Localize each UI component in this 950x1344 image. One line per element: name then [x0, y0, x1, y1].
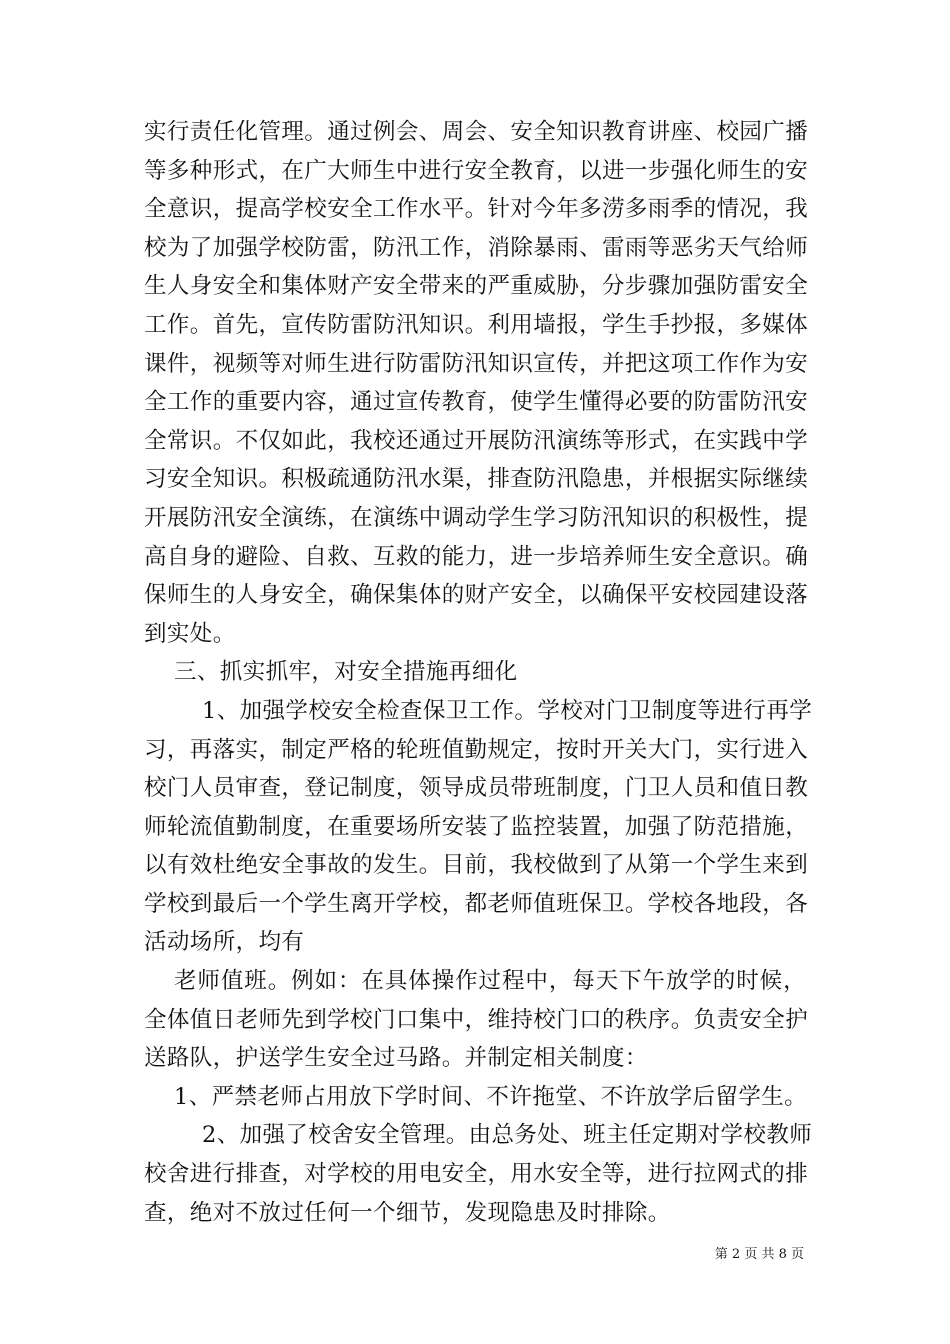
text-line: 学校到最后一个学生离开学校，都老师值班保卫。学校各地段，各 — [144, 890, 809, 917]
text-line: 校门人员审查，登记制度，领导成员带班制度，门卫人员和值日教 — [144, 775, 809, 802]
text-line: 校舍进行排查，对学校的用电安全，用水安全等，进行拉网式的排 — [144, 1161, 809, 1188]
text-line: 工作。首先，宣传防雷防汛知识。利用墙报，学生手抄报，多媒体 — [144, 311, 809, 338]
text-line: 活动场所，均有 — [144, 929, 305, 956]
text-line: 校为了加强学校防雷，防汛工作，消除暴雨、雷雨等恶劣天气给师 — [144, 234, 809, 261]
text-line: 全意识，提高学校安全工作水平。针对今年多涝多雨季的情况，我 — [144, 196, 809, 223]
text-line: 师轮流值勤制度，在重要场所安装了监控装置，加强了防范措施， — [144, 813, 809, 840]
text-line: 1、加强学校安全检查保卫工作。学校对门卫制度等进行再学 — [202, 697, 813, 724]
text-line: 习，再落实，制定严格的轮班值勤规定，按时开关大门，实行进入 — [144, 736, 809, 763]
text-line: 保师生的人身安全，确保集体的财产安全，以确保平安校园建设落 — [144, 582, 809, 609]
text-line: 以有效杜绝安全事故的发生。目前，我校做到了从第一个学生来到 — [144, 852, 809, 879]
text-line: 2、加强了校舍安全管理。由总务处、班主任定期对学校教师 — [202, 1122, 813, 1149]
text-line: 全常识。不仅如此，我校还通过开展防汛演练等形式，在实践中学 — [144, 427, 809, 454]
text-line: 实行责任化管理。通过例会、周会、安全知识教育讲座、校园广播 — [144, 119, 809, 145]
text-line: 生人身安全和集体财产安全带来的严重威胁，分步骤加强防雷安全 — [144, 273, 809, 300]
text-line: 老师值班。例如：在具体操作过程中，每天下午放学的时候， — [174, 968, 806, 995]
text-line: 习安全知识。积极疏通防汛水渠，排查防汛隐患，并根据实际继续 — [144, 466, 809, 493]
text-line: 全体值日老师先到学校门口集中，维持校门口的秩序。负责安全护 — [144, 1006, 809, 1033]
text-line: 送路队，护送学生安全过马路。并制定相关制度： — [144, 1045, 648, 1072]
text-line: 高自身的避险、自救、互救的能力，进一步培养师生安全意识。确 — [144, 543, 809, 570]
section-heading: 三、抓实抓牢，对安全措施再细化 — [174, 659, 518, 686]
text-line: 查，绝对不放过任何一个细节，发现隐患及时排除。 — [144, 1199, 671, 1226]
text-line: 等多种形式，在广大师生中进行安全教育，以进一步强化师生的安 — [144, 157, 809, 184]
text-line: 到实处。 — [144, 620, 236, 647]
text-line: 开展防汛安全演练，在演练中调动学生学习防汛知识的积极性，提 — [144, 504, 809, 531]
document-body — [144, 113, 813, 1232]
text-line: 1、严禁老师占用放下学时间、不许拖堂、不许放学后留学生。 — [174, 1083, 808, 1110]
text-line: 全工作的重要内容，通过宣传教育，使学生懂得必要的防雷防汛安 — [144, 389, 809, 416]
text-line: 课件，视频等对师生进行防雷防汛知识宣传，并把这项工作作为安 — [144, 350, 809, 377]
page-number-footer: 第 2 页 共 8 页 — [714, 1247, 804, 1262]
